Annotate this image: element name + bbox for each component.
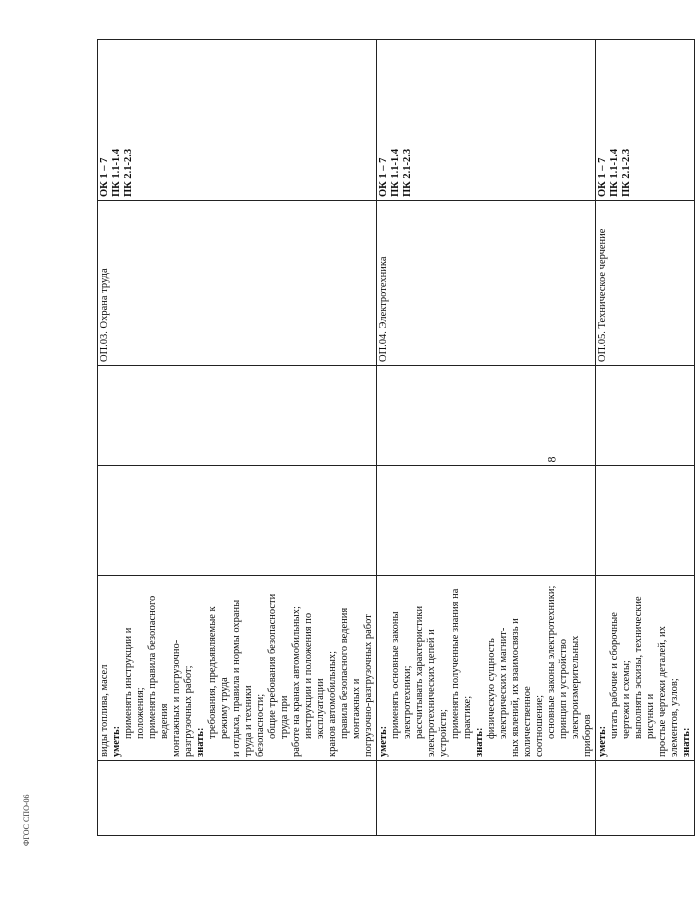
row-empty-cell	[377, 761, 596, 836]
skill-line: соотношение;	[534, 694, 545, 757]
skill-line: работе на кранах автомобильных;	[291, 606, 302, 757]
discipline-cell: ОП.05. Техническое черчение	[596, 201, 695, 366]
discipline-cell: ОП.03. Охрана труда	[98, 201, 377, 366]
row-empty-cell	[596, 761, 695, 836]
skill-line: требования, предъявляемые к режиму труда	[207, 603, 230, 739]
footer-code: ФГОС СПО-06	[22, 794, 31, 846]
section-heading: знать:	[474, 727, 485, 757]
skill-line: применять полученные знания на практике;	[450, 585, 473, 739]
empty-cell	[98, 366, 377, 466]
skill-line: применять правила безопасного ведения	[147, 593, 170, 739]
skill-line: безопасности;	[255, 693, 266, 757]
table-row	[377, 40, 596, 836]
empty-cell	[596, 466, 695, 576]
page-number: 8	[544, 456, 559, 463]
curriculum-table	[97, 39, 695, 836]
section-heading: знать:	[681, 727, 692, 757]
section-heading: уметь:	[111, 725, 122, 757]
skill-line: читать рабочие и сборочные чертежи и схемы;	[609, 609, 632, 739]
skill-line: рассчитывать характеристики	[414, 605, 425, 739]
empty-cell	[377, 466, 596, 576]
table-row	[98, 40, 377, 836]
table-row	[596, 40, 695, 836]
skill-line: правила безопасного ведения монтажных и	[339, 605, 362, 739]
competencies-cell: ОК 1 – 7 ПК 1.1-1.4 ПК 2.1-2.3	[98, 40, 377, 201]
skill-line: кранов автомобильных;	[327, 650, 338, 757]
skill-line: погрузочно-разгрузочных работ	[363, 614, 374, 757]
skill-line: ных явлений, их взаимосвязь и количественное	[510, 615, 533, 757]
skill-line: принцип и устройство электроизмерительных	[558, 635, 581, 739]
skill-line: виды топлива, масел	[99, 664, 110, 757]
skill-line: монтажных и погрузочно-разгрузочных работ;	[171, 639, 194, 757]
skill-line: электротехнических цепей и устройств;	[426, 626, 449, 757]
skill-line: основные законы электротехники;	[546, 585, 557, 739]
section-heading: уметь:	[378, 725, 389, 757]
skill-line: приборов	[582, 714, 593, 757]
competencies-cell: ОК 1 – 7 ПК 1.1-1.4 ПК 2.1-2.3	[596, 40, 695, 201]
skill-line: физическую сущность электрических и магнит-	[486, 627, 509, 739]
skills-cell	[596, 576, 695, 761]
skill-line: применять основные законы электротехники;	[390, 608, 413, 739]
rotated-table-container	[97, 40, 692, 836]
skill-line: применять инструкции и положения;	[123, 624, 146, 739]
skill-line: общие требования безопасности труда при	[267, 591, 290, 739]
discipline-cell: ОП.04. Электротехника	[377, 201, 596, 366]
empty-cell	[377, 366, 596, 466]
skill-line: инструкции и положения по эксплуатации	[303, 610, 326, 739]
competencies-cell: ОК 1 – 7 ПК 1.1-1.4 ПК 2.1-2.3	[377, 40, 596, 201]
section-heading: знать:	[195, 727, 206, 757]
empty-cell	[98, 466, 377, 576]
skill-line: выполнять эскизы, технические рисунки и	[633, 593, 656, 739]
section-heading: уметь:	[597, 725, 608, 757]
skills-cell	[98, 576, 377, 761]
skill-line: простые чертежи деталей, их элементов, узлов;	[657, 623, 680, 757]
row-empty-cell	[98, 761, 377, 836]
skill-line: и отдыха, правила и нормы охраны труда и техники	[231, 597, 254, 757]
empty-cell	[596, 366, 695, 466]
skills-cell	[377, 576, 596, 761]
